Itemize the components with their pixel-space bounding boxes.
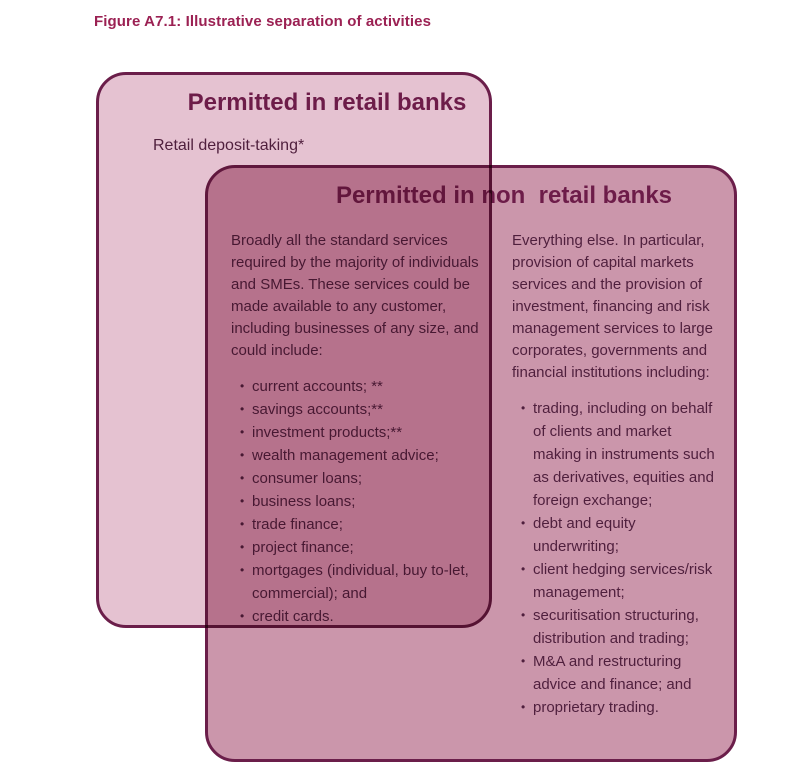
bullet-dot-icon: •	[240, 425, 245, 439]
bullet-dot-icon: •	[240, 402, 245, 416]
bullet-dot-icon: •	[240, 379, 245, 393]
bullet-item-text: business loans;	[252, 493, 356, 510]
retail-deposit-label: Retail deposit-taking*	[153, 137, 305, 154]
bullet-dot-icon: •	[240, 563, 245, 577]
bullet-dot-icon: •	[240, 448, 245, 462]
non-retail-box	[205, 165, 737, 762]
wholesale-services-intro: Everything else. In particular, provision of capital markets services and the provision of investment, financing and risk management services to large corporates, governments and financial institutions including:	[512, 232, 713, 381]
bullet-item-text: wealth management advice;	[252, 447, 439, 464]
bullet-dot-icon: •	[521, 654, 526, 668]
bullet-item	[512, 397, 720, 512]
retail-services-column	[231, 230, 483, 719]
bullet-item-text: current accounts; **	[252, 378, 383, 395]
figure-title: Figure A7.1: Illustrative separation of activities	[94, 13, 432, 30]
bullet-item-text: credit cards.	[252, 608, 334, 625]
bullet-item	[231, 421, 483, 444]
bullet-item	[512, 604, 720, 650]
bullet-item-text: proprietary trading.	[533, 699, 659, 716]
bullet-item	[512, 512, 720, 558]
retail-box-heading: Permitted in retail banks	[187, 89, 467, 116]
bullet-item	[512, 696, 720, 719]
bullet-item-text: project finance;	[252, 539, 354, 556]
bullet-dot-icon: •	[521, 516, 526, 530]
non-retail-columns	[231, 230, 720, 719]
bullet-dot-icon: •	[521, 562, 526, 576]
bullet-item-text: client hedging services/risk management;	[533, 561, 713, 601]
retail-services-intro: Broadly all the standard services required by the majority of individuals and SMEs. These services could be made available to any customer, including businesses of any size, and could include:	[231, 232, 479, 359]
bullet-item	[231, 605, 483, 628]
bullet-dot-icon: •	[521, 401, 526, 415]
bullet-dot-icon: •	[240, 609, 245, 623]
non-retail-box-heading: Permitted in non retail banks	[335, 182, 673, 209]
wholesale-services-bullet-list	[512, 397, 720, 719]
bullet-dot-icon: •	[240, 471, 245, 485]
bullet-item	[231, 490, 483, 513]
bullet-item-text: securitisation structuring, distribution and trading;	[533, 607, 699, 647]
bullet-item	[231, 467, 483, 490]
bullet-item	[231, 536, 483, 559]
bullet-item	[231, 375, 483, 398]
bullet-item	[231, 559, 483, 605]
bullet-dot-icon: •	[240, 494, 245, 508]
wholesale-services-column	[512, 230, 720, 719]
bullet-dot-icon: •	[240, 540, 245, 554]
bullet-dot-icon: •	[521, 700, 526, 714]
retail-services-bullet-list	[231, 375, 483, 628]
bullet-item	[231, 398, 483, 421]
bullet-item-text: debt and equity underwriting;	[533, 515, 636, 555]
bullet-item-text: consumer loans;	[252, 470, 363, 487]
bullet-item	[231, 444, 483, 467]
bullet-dot-icon: •	[240, 517, 245, 531]
bullet-dot-icon: •	[521, 608, 526, 622]
bullet-item-text: trade finance;	[252, 516, 343, 533]
bullet-item	[512, 650, 720, 696]
bullet-item-text: trading, including on behalf of clients and market making in instruments such as derivatives, equities and foreign exchange;	[533, 400, 715, 509]
bullet-item	[231, 513, 483, 536]
bullet-item	[512, 558, 720, 604]
bullet-item-text: savings accounts;**	[252, 401, 383, 418]
bullet-item-text: M&A and restructuring advice and finance; and	[533, 653, 692, 693]
bullet-item-text: mortgages (individual, buy to-let, commercial); and	[252, 562, 469, 602]
bullet-item-text: investment products;**	[252, 424, 403, 441]
